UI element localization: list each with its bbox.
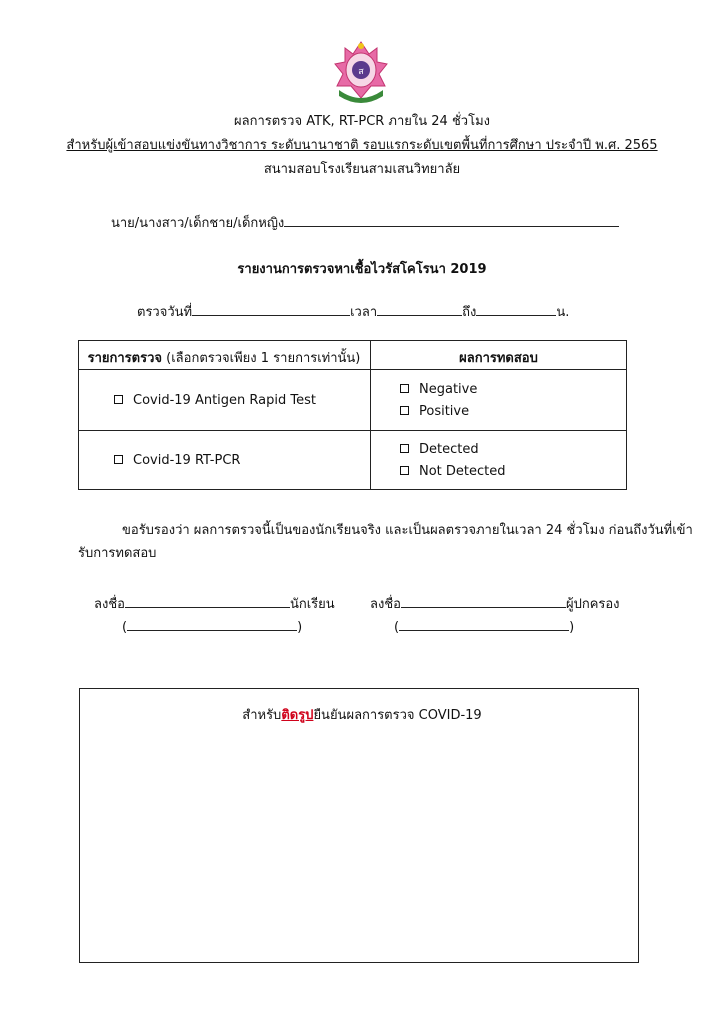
time-end-field[interactable] — [476, 302, 556, 316]
certify-line-2: รับการทดสอบ — [78, 546, 157, 561]
result-positive: Positive — [400, 404, 469, 419]
table-row — [114, 393, 316, 408]
result-not-detected: Not Detected — [400, 464, 506, 479]
photo-box-caption: สำหรับติดรูปยืนยันผลการตรวจ COVID-19 — [242, 708, 482, 723]
header-line-2: สำหรับผู้เข้าสอบแข่งขันทางวิชาการ ระดับนานาชาติ รอบแรกระดับเขตพื้นที่การศึกษา ประจำปี พ.ศ. 2565 — [66, 138, 658, 153]
table-header-test — [78, 347, 370, 368]
student-signature-field[interactable] — [125, 594, 290, 608]
certify-line-1: ขอรับรองว่า ผลการตรวจนี้เป็นของนักเรียนจริง และเป็นผลตรวจภายในเวลา 24 ชั่วโมง ก่อนถึงวันที่เข้า — [122, 523, 693, 538]
date-label: ตรวจวันที่ — [137, 305, 193, 320]
photo-box[interactable] — [79, 688, 639, 963]
name-row — [111, 212, 619, 233]
checkbox-positive[interactable] — [400, 406, 409, 415]
header-line-3: สนามสอบโรงเรียนสามเสนวิทยาลัย — [263, 162, 461, 177]
result-negative: Negative — [400, 382, 477, 397]
checkbox-detected[interactable] — [400, 444, 409, 453]
student-name-paren: ( ) — [122, 617, 302, 635]
header-line-1: ผลการตรวจ ATK, RT-PCR ภายใน 24 ชั่วโมง — [234, 114, 490, 129]
school-logo — [333, 40, 389, 106]
checkbox-not-detected[interactable] — [400, 466, 409, 475]
name-label: นาย/นางสาว/เด็กชาย/เด็กหญิง — [111, 216, 285, 231]
table-header-result: ผลการทดสอบ — [459, 351, 538, 366]
result-detected: Detected — [400, 442, 479, 457]
test-table — [78, 340, 627, 490]
date-field[interactable] — [192, 302, 350, 316]
parent-name-field[interactable] — [399, 617, 569, 631]
table-row — [114, 453, 240, 468]
time-unit: น. — [556, 305, 570, 320]
checkbox-rt-pcr[interactable] — [114, 455, 123, 464]
table-header-test-label: รายการตรวจ — [87, 351, 163, 366]
parent-signature: ลงชื่อ ผู้ปกครอง — [370, 593, 620, 614]
photo-highlight: ติดรูป — [281, 708, 314, 723]
checkbox-antigen[interactable] — [114, 395, 123, 404]
student-signature: ลงชื่อ นักเรียน — [94, 593, 335, 614]
until-label: ถึง — [462, 305, 477, 320]
parent-signature-field[interactable] — [401, 594, 566, 608]
svg-text:ส: ส — [358, 67, 364, 77]
time-label: เวลา — [350, 305, 378, 320]
parent-name-paren: ( ) — [394, 617, 574, 635]
date-row — [137, 301, 569, 322]
checkbox-negative[interactable] — [400, 384, 409, 393]
time-start-field[interactable] — [377, 302, 462, 316]
test-name: Covid-19 RT-PCR — [133, 453, 241, 468]
student-name-field[interactable] — [127, 617, 297, 631]
name-field[interactable] — [284, 213, 619, 227]
report-title: รายงานการตรวจหาเชื้อไวรัสโคโรนา 2019 — [237, 262, 487, 277]
table-header-test-note: (เลือกตรวจเพียง 1 รายการเท่านั้น) — [166, 351, 361, 366]
test-name: Covid-19 Antigen Rapid Test — [133, 393, 316, 408]
